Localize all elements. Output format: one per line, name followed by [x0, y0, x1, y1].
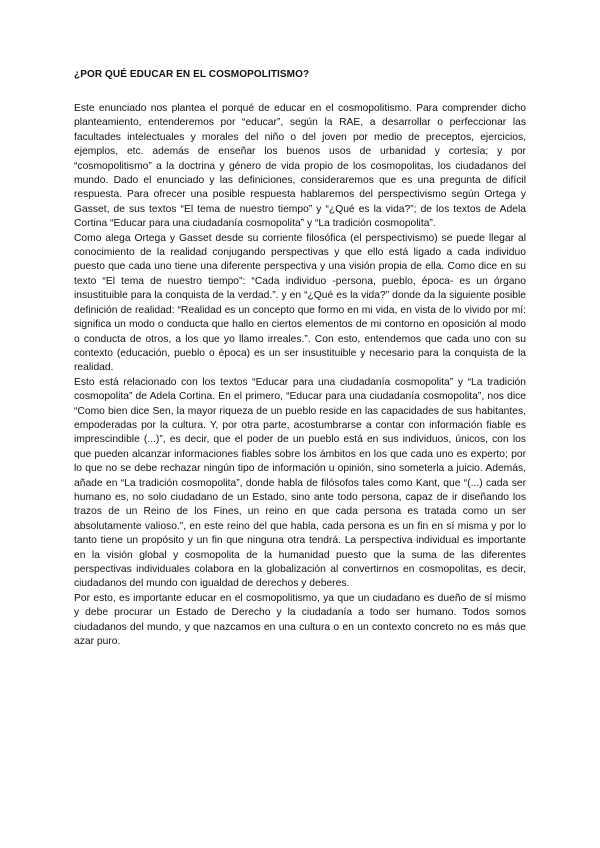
paragraph-conclusion: Por esto, es importante educar en el cosmopolitismo, ya que un ciudadano es dueño de sí mismo y debe procurar un Estado de Derecho y la ciudadanía a todo ser humano. Todos somos ciudadanos del mundo, y que nazcamos en una cultura o en un contexto concreto no es más que azar puro. — [74, 592, 526, 648]
document-page — [74, 68, 526, 649]
document-title: ¿POR QUÉ EDUCAR EN EL COSMOPOLITISMO? — [74, 69, 310, 80]
paragraph-cortina: Esto está relacionado con los textos “Educar para una ciudadanía cosmopolita” y “La tradición cosmopolita” de Adela Cortina. En el primero, “Educar para una ciudadanía cosmopolita”, nos dice “Como bien dice Sen, la mayor riqueza de un pueblo reside en las capacidades de sus habitantes, empoderadas por la cultura. Y, por otra parte, acostumbrarse a contar con información fiable es imprescindible (...)”, es decir, que el poder de un pueblo está en sus individuos, únicos, con los que pueden alcanzar informaciones fiables sobre los ámbitos en los que cada uno es experto; por lo que no se debe rechazar ningún tipo de información u opinión, sino someterla a juicio. Además, añade en “La tradición cosmopolita”, donde habla de filósofos tales como Kant, que “(...) cada ser humano es, no solo ciudadano de un Estado, sino ante todo persona, capaz de ir diseñando los trazos de un Reino de los Fines, un reino en que cada persona es tratada como un ser absolutamente valioso.”, en este reino del que habla, cada persona es un fin en sí misma y por lo tanto tiene un propósito y un fin que ninguna otra tendrá. La perspectiva individual es importante en la visión global y cosmopolita de la humanidad puesto que la suma de las diferentes perspectivas individuales colabora en la globalización al convertirnos en cosmopolitas, es decir, ciudadanos del mundo con igualdad de derechos y deberes. — [74, 376, 526, 590]
paragraph-ortega: Como alega Ortega y Gasset desde su corriente filosófica (el perspectivismo) se puede llegar al conocimiento de la realidad conjugando perspectivas y que ello está ligado a cada individuo puesto que cada uno tiene una diferente perspectiva y una visión propia de ella. Como dice en su texto “El tema de nuestro tiempo”: “Cada individuo -persona, pueblo, época- es un órgano insustituible para la conquista de la verdad.”. y en “¿Qué es la vida?” donde da la siguiente posible definición de realidad: “Realidad es un concepto que formo en mi vida, en vista de lo vivido por mí: significa un modo o conducta que hallo en ciertos elementos de mi contorno en oposición al modo o conducta de otros, a los que yo llamo irreales.”. Con esto, entendemos que cada uno con su contexto (educación, pueblo o época) es un ser insustituible y necesario para la conquista de la realidad. — [74, 232, 526, 374]
paragraph-intro: Este enunciado nos plantea el porqué de educar en el cosmopolitismo. Para comprender dicho planteamiento, entenderemos por “educar”, según la RAE, a desarrollar o perfeccionar las facultades intelectuales y morales del niño o del joven por medio de preceptos, ejercicios, ejemplos, etc. además de enseñar los buenos usos de urbanidad y cortesía; y por “cosmopolitismo” a la doctrina y género de vida propio de los cosmopolitas, los ciudadanos del mundo. Dado el enunciado y las definiciones, consideraremos que es una pregunta de difícil respuesta. Para ofrecer una posible respuesta hablaremos del perspectivismo según Ortega y Gasset, de sus textos “El tema de nuestro tiempo” y “¿Qué es la vida?”; de los textos de Adela Cortina “Educar para una ciudadanía cosmopolita” y “La tradición cosmopolita”. — [74, 103, 526, 230]
